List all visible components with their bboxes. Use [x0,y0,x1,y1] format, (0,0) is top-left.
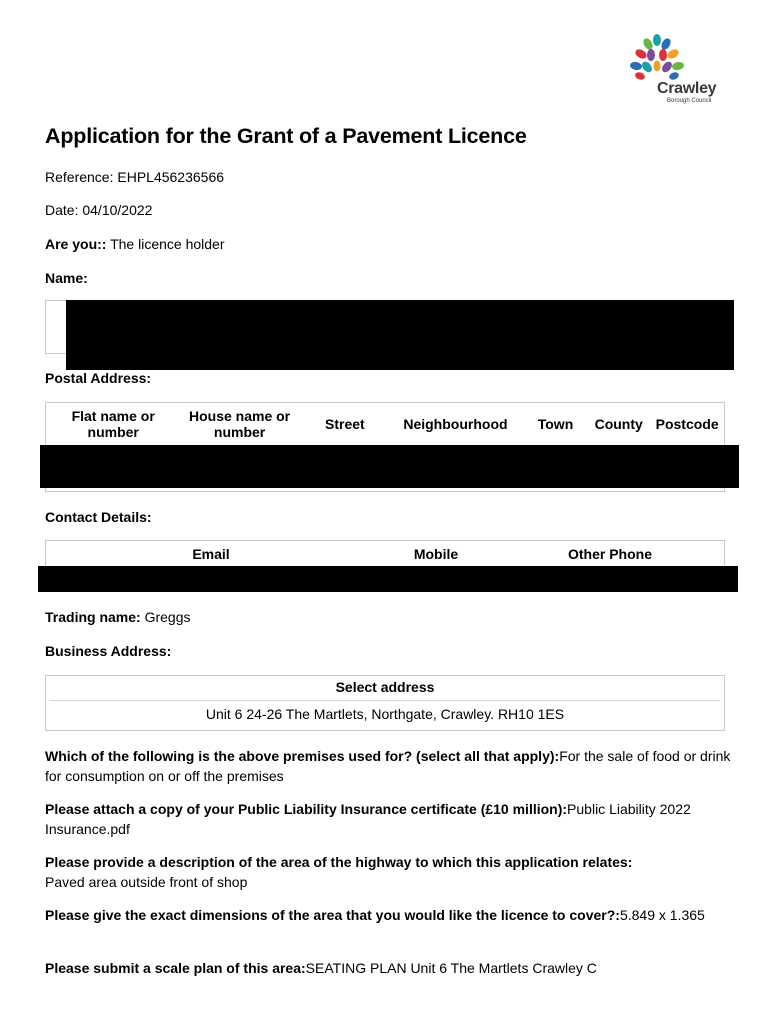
question-answer: SEATING PLAN Unit 6 The Martlets Crawley C [305,960,597,976]
question-label: Please submit a scale plan of this area: [45,960,306,976]
are-you-line [45,236,225,252]
business-address-divider [50,700,720,701]
date-value: 04/10/2022 [82,202,153,218]
tree-logo-icon [627,34,687,84]
col-mobile: Mobile [413,546,459,562]
question-answer: Public Liability 2022 Insurance.pdf [45,801,691,837]
question-answer: 5.849 x 1.365 [619,907,705,923]
contact-redaction [38,566,738,592]
name-line [45,270,88,286]
col-other-phone: Other Phone [567,546,652,562]
trading-name-label: Trading name: [45,609,141,625]
contact-details-line [45,509,152,525]
logo-subtitle: Borough Council [667,98,712,104]
contact-table [46,543,724,565]
col-flat: Flat name or number [71,408,155,440]
reference-line [45,169,224,185]
col-county: County [594,416,643,432]
question-label: Please give the exact dimensions of the area that you would like the licence to cover?: [45,907,620,923]
postal-address-table [50,404,724,444]
question-scale-plan [45,958,735,978]
business-address-value: Unit 6 24-26 The Martlets, Northgate, Crawley. RH10 1ES [205,706,565,722]
col-town: Town [537,416,574,432]
question-dimensions [45,905,735,925]
col-neighbourhood: Neighbourhood [403,416,508,432]
date-line [45,202,152,218]
question-label: Please attach a copy of your Public Liability Insurance certificate (£10 million): [45,801,568,817]
page-title: Application for the Grant of a Pavement Licence [45,124,527,148]
business-address-line [45,643,171,659]
are-you-label: Are you:: [45,236,107,252]
question-insurance [45,799,735,839]
reference-value: EHPL456236566 [117,169,225,185]
postal-address-line [45,370,151,386]
question-answer: Paved area outside front of shop [45,874,248,890]
business-address-label: Business Address: [45,643,172,659]
name-label: Name: [45,270,88,286]
col-email: Email [192,546,230,562]
name-table-frame [45,300,67,354]
date-label: Date: [45,202,79,218]
question-label: Which of the following is the above premises used for? (select all that apply): [45,748,560,764]
col-house: House name or number [188,408,291,440]
postal-address-redaction [40,445,739,488]
question-premises-use [45,746,735,786]
trading-name-value: Greggs [144,609,191,625]
question-answer: For the sale of food or drink for consumption on or off the premises [45,748,731,784]
col-postcode: Postcode [655,416,719,432]
trading-name-line [45,609,191,625]
col-select-address: Select address [335,679,435,695]
crawley-logo [627,34,727,108]
question-area-description [45,852,735,892]
logo-wordmark: Crawley [657,80,717,97]
name-redaction [66,300,734,370]
question-label: Please provide a description of the area of the highway to which this application relates: [45,854,633,870]
postal-address-label: Postal Address: [45,370,152,386]
contact-details-label: Contact Details: [45,509,152,525]
are-you-value: The licence holder [110,236,225,252]
reference-label: Reference: [45,169,114,185]
col-street: Street [325,416,365,432]
